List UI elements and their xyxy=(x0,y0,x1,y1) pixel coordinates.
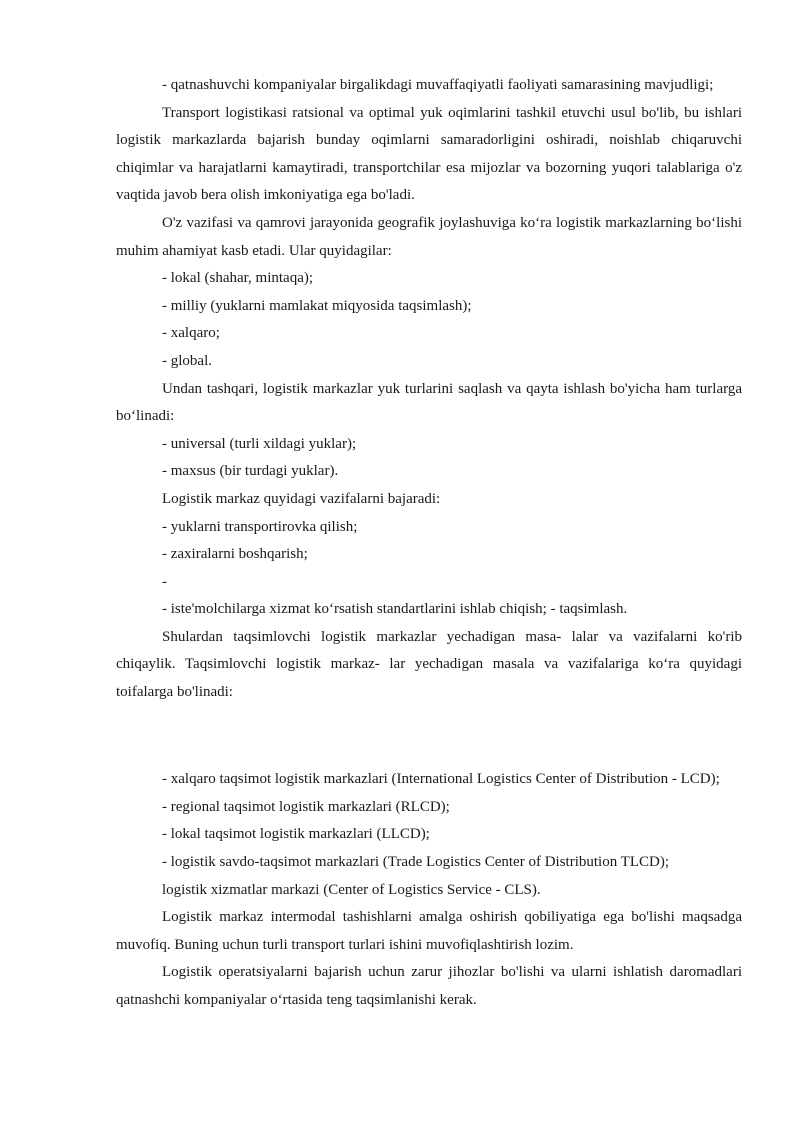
body-paragraph: - xalqaro taqsimot logistik markazlari (International Logistics Center of Distribution - LCD); xyxy=(162,771,720,788)
list-item: Logistik markaz quyidagi vazifalarni bajaradi: xyxy=(162,490,441,507)
body-paragraph: O'z vazifasi va qamrovi jarayonida geografik joylashuviga ko‘ra logistik markazlarning bo‘lishi muhim ahamiyat kasb etadi. Ular quyidagilar: xyxy=(116,214,742,259)
list-item: - xyxy=(162,573,167,590)
body-paragraph: Shulardan taqsimlovchi logistik markazlar yechadigan masa- lalar va vazifalarni ko'rib chiqaylik. Taqsimlovchi logistik markaz- lar yechadigan masala va vazifalariga ko‘ra quyidagi toifalarga bo'linadi: xyxy=(116,628,742,701)
list-item: - yuklarni transportirovka qilish; xyxy=(162,518,358,535)
body-paragraph: Logistik markaz intermodal tashishlarni amalga oshirish qobiliyatiga ega bo'lishi maqsadga muvofiq. Buning uchun turli transport turlari ishini muvofiqlashtirish lozim. xyxy=(116,909,742,953)
list-item: - lokal taqsimot logistik markazlari (LLCD); xyxy=(162,826,430,843)
list-item: - maxsus (bir turdagi yuklar). xyxy=(162,463,339,480)
list-item: logistik xizmatlar markazi (Center of Logistics Service - CLS). xyxy=(162,881,541,898)
body-paragraph: Transport logistikasi ratsional va optimal yuk oqimlarini tashkil etuvchi usul bo'lib, bu ishlari logistik markazlarda bajarish bunday oqimlarni samaradorligini oshiradi, noishlab chiqaruvchi chiqimlar va harajatlarni kamaytiradi, transportchilar esa mijozlar va bozorning yuqori talablariga o'z vaqtida javob bera olish imkoniyatiga ega bo'ladi. xyxy=(116,104,742,204)
blank-line xyxy=(116,723,742,751)
list-item: - regional taqsimot logistik markazlari (RLCD); xyxy=(162,798,450,815)
list-item: - iste'molchilarga xizmat ko‘rsatish standartlarini ishlab chiqish; - taqsimlash. xyxy=(162,601,628,618)
body-paragraph: - qatnashuvchi kompaniyalar birgalikdagi muvaffaqiyatli faoliyati samarasining mavjudligi; xyxy=(162,77,714,93)
list-item: - zaxiralarni boshqarish; xyxy=(162,546,308,563)
list-item: - global. xyxy=(162,352,212,369)
body-paragraph: Undan tashqari, logistik markazlar yuk turlarini saqlash va qayta ishlash bo'yicha ham turlarga bo‘linadi: xyxy=(116,380,742,425)
list-item: - milliy (yuklarni mamlakat miqyosida taqsimlash); xyxy=(162,297,472,314)
body-paragraph: Logistik operatsiyalarni bajarish uchun zarur jihozlar bo'lishi va ularni ishlatish daromadlari qatnashchi kompaniyalar o‘rtasida teng taqsimlanishi kerak. xyxy=(116,964,742,1008)
document-body xyxy=(116,72,742,1015)
list-item: - lokal (shahar, mintaqa); xyxy=(162,270,314,287)
list-item: - universal (turli xildagi yuklar); xyxy=(162,435,357,452)
list-item: - logistik savdo-taqsimot markazlari (Trade Logistics Center of Distribution TLCD); xyxy=(162,854,670,871)
list-item: - xalqaro; xyxy=(162,325,220,342)
